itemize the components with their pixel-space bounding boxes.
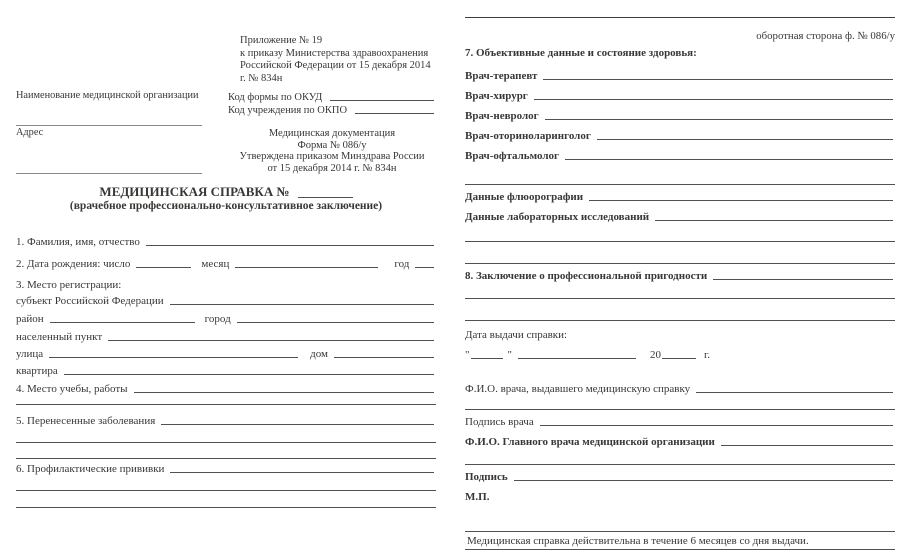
federation-subject-label: субъект Российской Федерации (16, 295, 164, 307)
field-row-ophthalmologist (465, 144, 895, 164)
surgeon-fill-line (534, 99, 893, 100)
field-row-otolaryngologist (465, 124, 895, 144)
stamp-place-label: М.П. (465, 491, 490, 503)
full-name-fill-line (146, 245, 434, 246)
ophthalmologist-fill-line (565, 159, 893, 160)
apartment-fill-line (64, 374, 434, 375)
form-title-text: МЕДИЦИНСКАЯ СПРАВКА № (99, 184, 290, 199)
doc-note-line: от 15 декабря 2014 г. № 834н (267, 162, 397, 174)
chief-doctor-label: Ф.И.О. Главного врача медицинской организации (465, 436, 715, 448)
date-year-fill-line (662, 358, 696, 359)
doc-note-line: Утверждена приказом Минздрава России (239, 151, 425, 162)
organization-fill-line (16, 125, 202, 126)
issue-date-label: Дата выдачи справки: (465, 329, 568, 341)
registration-label: 3. Место регистрации: (16, 279, 122, 291)
study-work-label: 4. Место учебы, работы (16, 383, 128, 395)
fluorography-fill-line (589, 200, 893, 201)
okud-fill-line (330, 100, 434, 101)
doc-note-line: Форма № 086/у (297, 139, 367, 151)
fluorography-label: Данные флюорографии (465, 191, 584, 203)
field-row-district-city (16, 309, 436, 327)
settlement-fill-line (108, 340, 434, 341)
signature-label: Подпись (465, 471, 508, 483)
field-row-chief-doctor (465, 430, 895, 450)
field-row-street-house (16, 345, 436, 362)
field-row-lab-tests (465, 205, 895, 225)
field-row-vaccinations (16, 459, 436, 477)
appendix-line: г. № 834н (240, 72, 283, 84)
field-row-apartment (16, 362, 436, 379)
field-row-therapist (465, 64, 895, 84)
therapist-fill-line (543, 79, 893, 80)
field-row-neurologist (465, 104, 895, 124)
field-row-settlement (16, 327, 436, 345)
certificate-number-fill-line (298, 197, 353, 198)
okpo-row (228, 103, 436, 116)
okud-label: Код формы по ОКУД (228, 92, 323, 103)
issuing-doctor-label: Ф.И.О. врача, выдавшего медицинскую справку (465, 383, 691, 395)
blank-fill-line (465, 241, 895, 242)
settlement-label: населенный пункт (16, 331, 103, 343)
appendix-line: к приказу Министерства здравоохранения (240, 47, 429, 59)
field-row-issue-date (465, 343, 895, 363)
address-fill-line (16, 173, 202, 174)
street-fill-line (49, 357, 298, 358)
fitness-conclusion-fill-line (713, 279, 893, 280)
lab-tests-label: Данные лабораторных исследований (465, 211, 650, 223)
back-side-note: оборотная сторона ф. № 086/у (756, 30, 895, 42)
field-row-federation-subject (16, 291, 436, 309)
doc-note-line: Медицинская документация (268, 128, 396, 139)
full-name-label: 1. Фамилия, имя, отчество (16, 236, 140, 248)
issuing-doctor-fill-line (696, 392, 893, 393)
ophthalmologist-label: Врач-офтальмолог (465, 150, 559, 162)
blank-fill-line (16, 490, 436, 491)
field-row-surgeon (465, 84, 895, 104)
birth-year-fill-line (415, 267, 434, 268)
date-century-text: 20 (650, 349, 661, 361)
blank-fill-line (465, 298, 895, 299)
birth-date-label: 2. Дата рождения: число (16, 258, 131, 270)
organization-block (16, 90, 216, 174)
date-month-fill-line (518, 358, 636, 359)
codes-block (228, 90, 436, 174)
therapist-label: Врач-терапевт (465, 70, 538, 82)
district-fill-line (50, 322, 195, 323)
city-fill-line (237, 322, 434, 323)
header-block (16, 90, 436, 174)
okpo-label: Код учреждения по ОКПО (228, 105, 348, 116)
doctor-signature-label: Подпись врача (465, 416, 534, 428)
field-row-past-diseases (16, 411, 436, 429)
date-year-suffix: г. (704, 349, 711, 361)
blank-fill-line (16, 404, 436, 405)
street-label: улица (16, 348, 44, 360)
doc-form-note (228, 128, 436, 174)
field-row-doctor-signature (465, 410, 895, 430)
field-row-issuing-doctor (465, 377, 895, 397)
field-row-fitness-conclusion (465, 264, 895, 284)
house-fill-line (334, 357, 434, 358)
city-label: город (204, 313, 231, 325)
appendix-reference (240, 35, 436, 85)
past-diseases-label: 5. Перенесенные заболевания (16, 415, 156, 427)
form-title (16, 184, 436, 200)
neurologist-fill-line (545, 119, 893, 120)
doctor-signature-fill-line (540, 425, 893, 426)
date-day-fill-line (471, 358, 503, 359)
birth-year-label: год (394, 258, 410, 270)
birth-month-label: месяц (201, 258, 230, 270)
house-label: дом (310, 348, 328, 360)
section8-heading: 8. Заключение о профессиональной пригодности (465, 270, 708, 282)
neurologist-label: Врач-невролог (465, 110, 539, 122)
chief-doctor-fill-line (721, 445, 893, 446)
date-quote-close: " (507, 349, 512, 361)
signature-fill-line (514, 480, 893, 481)
appendix-line: Приложение № 19 (240, 35, 323, 46)
birth-day-fill-line (136, 267, 191, 268)
form-subtitle: (врачебное профессионально-консультативное заключение) (69, 200, 383, 212)
field-row-birth-date (16, 254, 436, 272)
appendix-line: Российской Федерации от 15 декабря 2014 (240, 60, 431, 71)
federation-subject-fill-line (170, 304, 434, 305)
otolaryngologist-label: Врач-оториноларинголог (465, 130, 591, 142)
blank-fill-line (16, 507, 436, 508)
field-row-study-work (16, 379, 436, 397)
address-label: Адрес (16, 127, 44, 138)
field-row-full-name (16, 232, 436, 250)
study-work-fill-line (134, 392, 434, 393)
surgeon-label: Врач-хирург (465, 90, 528, 102)
vaccinations-label: 6. Профилактические прививки (16, 463, 165, 475)
form-back-page (460, 0, 900, 559)
section7-heading: 7. Объективные данные и состояние здоровья: (465, 47, 697, 59)
okpo-fill-line (355, 113, 434, 114)
field-row-fluorography (465, 185, 895, 205)
blank-fill-line (465, 320, 895, 321)
field-row-registration (16, 275, 436, 291)
blank-fill-line (16, 442, 436, 443)
date-quote-open: " (465, 349, 470, 361)
otolaryngologist-fill-line (597, 139, 893, 140)
birth-month-fill-line (235, 267, 378, 268)
vaccinations-fill-line (170, 472, 434, 473)
field-row-signature (465, 465, 895, 485)
organization-label: Наименование медицинской организации (16, 90, 199, 101)
okud-row (228, 90, 436, 103)
page-top-separator-line (465, 17, 895, 18)
validity-note: Медицинская справка действительна в течение 6 месяцев со дня выдачи. (465, 531, 895, 550)
apartment-label: квартира (16, 365, 58, 377)
lab-tests-fill-line (655, 220, 893, 221)
district-label: район (16, 313, 44, 325)
past-diseases-fill-line (161, 424, 434, 425)
